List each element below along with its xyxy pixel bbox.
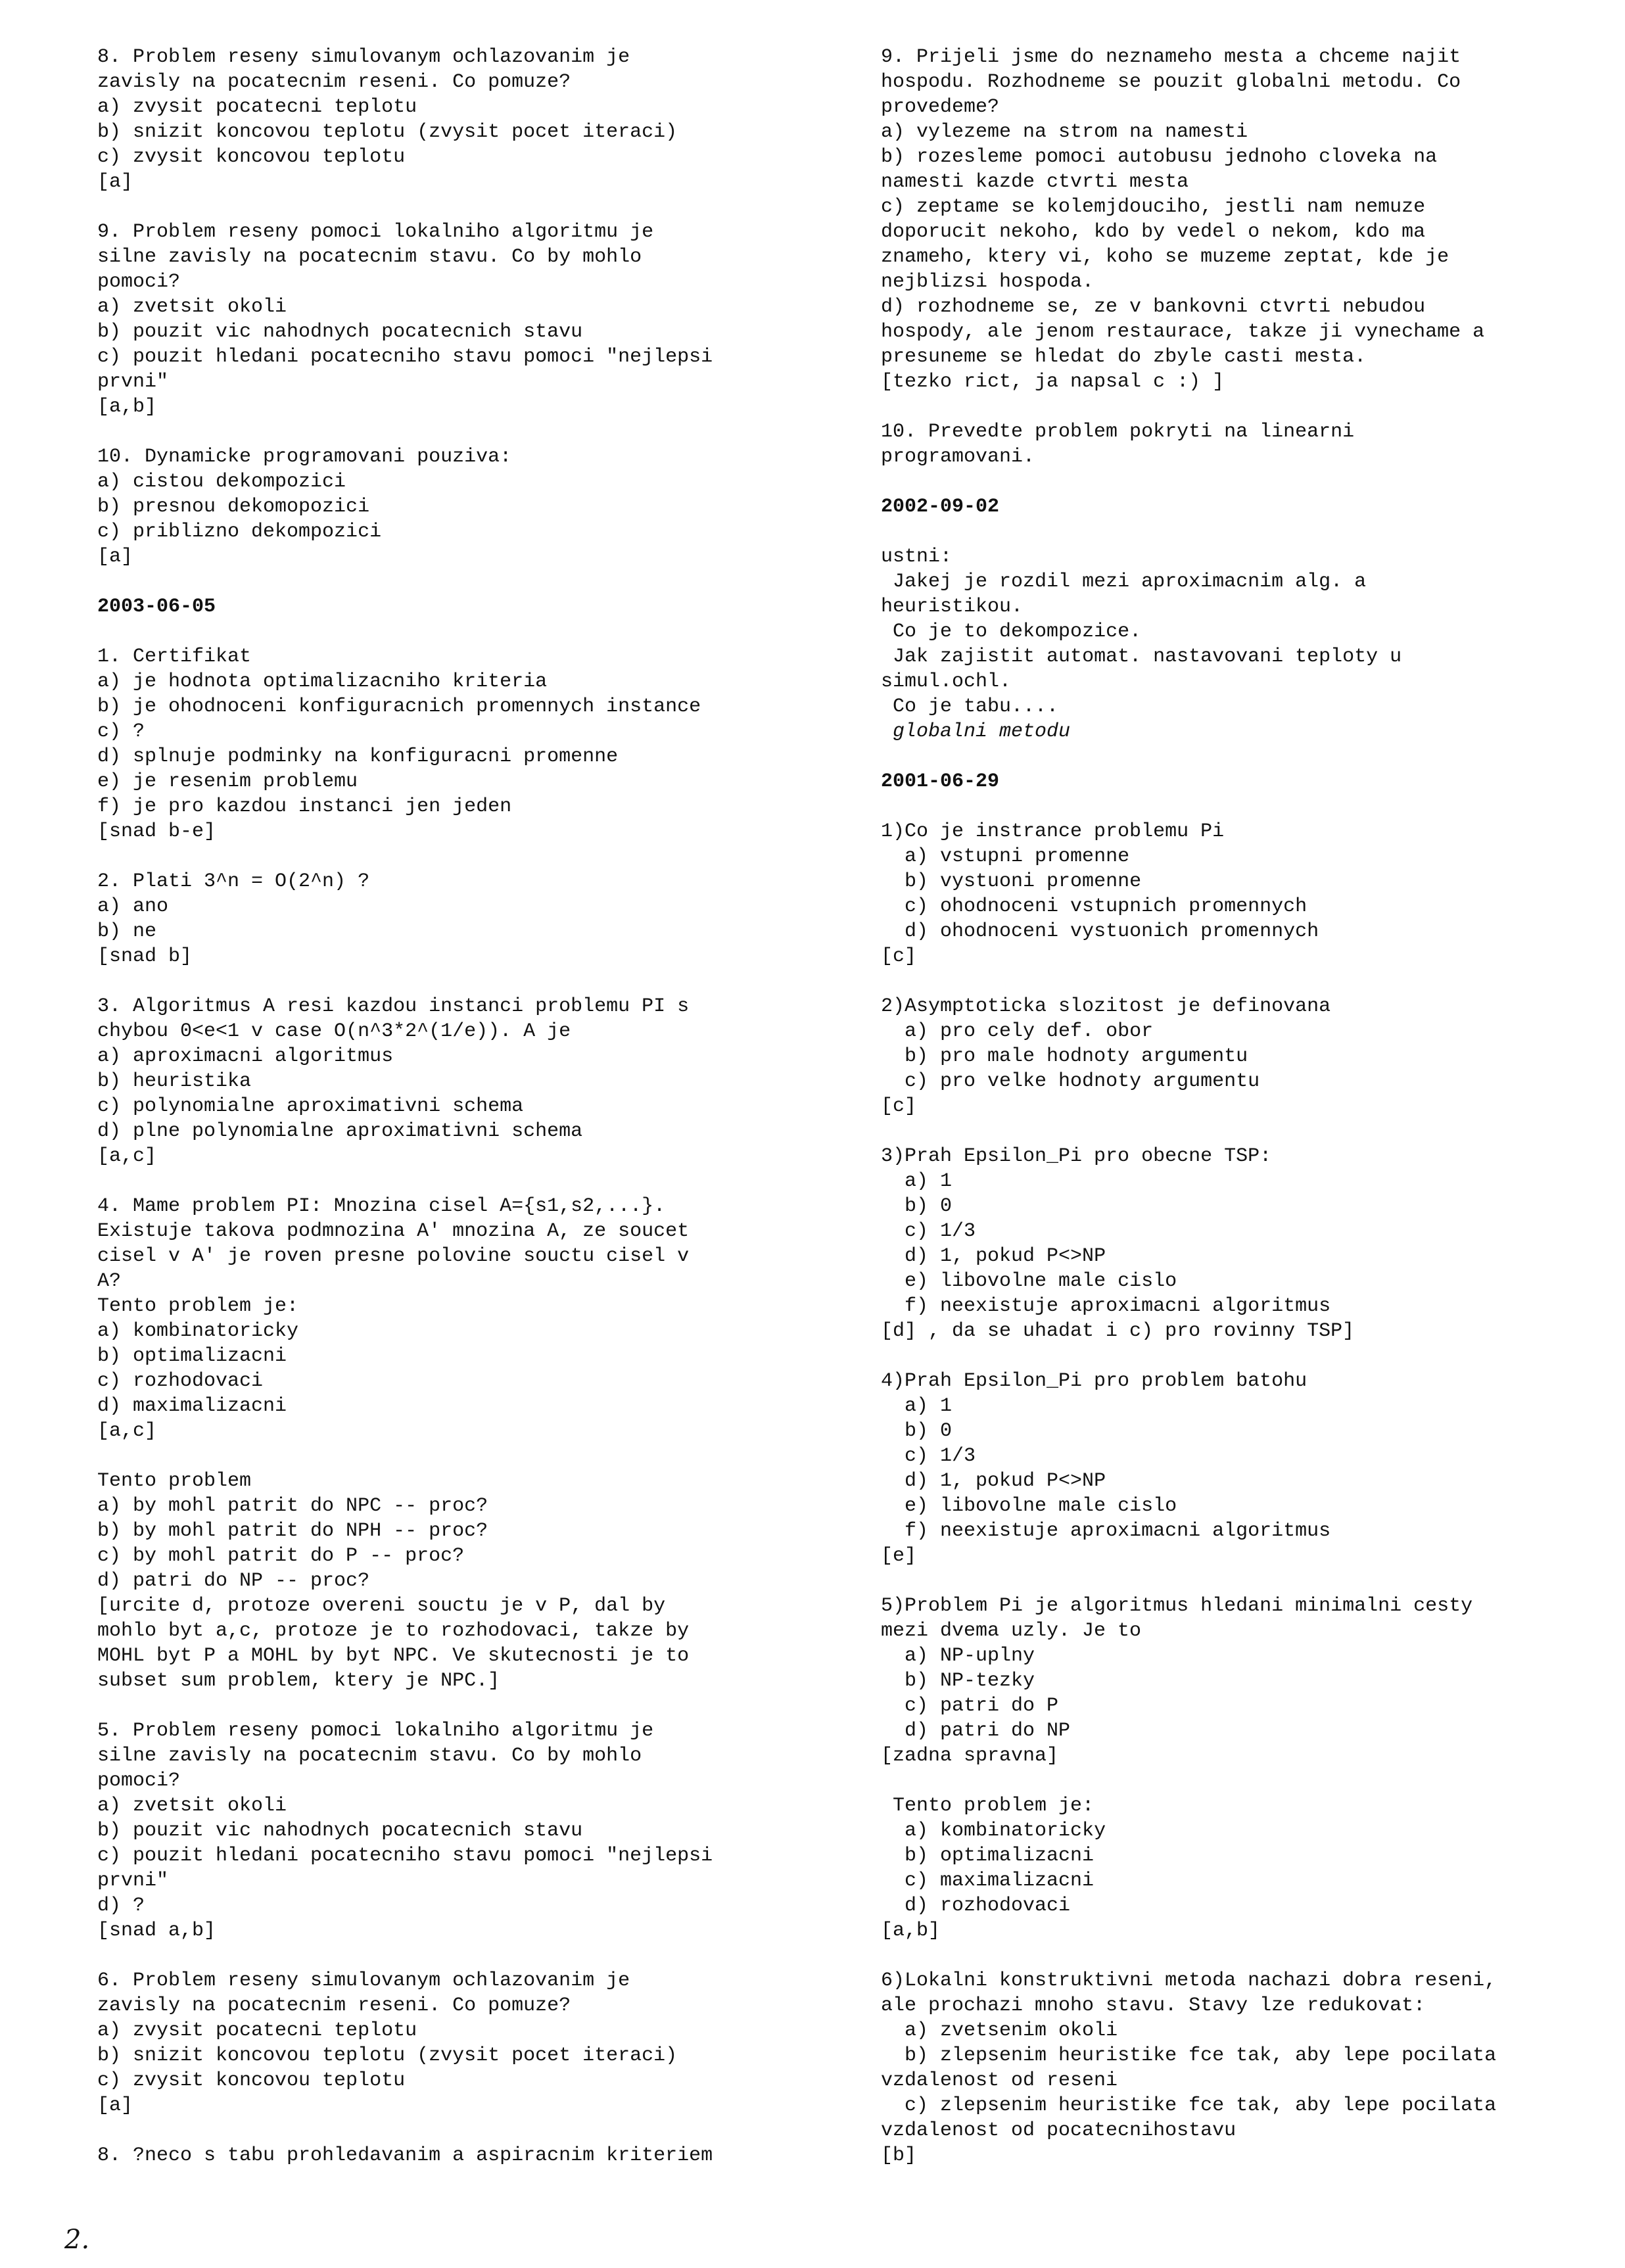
question-line: Tento problem je: [97, 1295, 299, 1317]
question-line: d) ohodnoceni vystuonich promennych [881, 920, 1319, 943]
question-line: d) ? [97, 1895, 145, 1917]
question-line: c) maximalizacni [881, 1870, 1095, 1892]
question-line: b) pro male hodnoty argumentu [881, 1045, 1248, 1068]
question-line: b) rozesleme pomoci autobusu jednoho cloveka na [881, 146, 1438, 168]
question-line: c) polynomialne aproximativni schema [97, 1095, 524, 1118]
question-line: a) 1 [881, 1170, 953, 1193]
question-line: e) je resenim problemu [97, 770, 358, 793]
question-line: 9. Problem reseny pomoci lokalniho algoritmu je [97, 221, 654, 243]
question-line: hospodu. Rozhodneme se pouzit globalni metodu. Co [881, 71, 1461, 93]
question-line: b) pouzit vic nahodnych pocatecnich stavu [97, 1820, 583, 1842]
question-line: a) zvetsit okoli [97, 1795, 287, 1817]
question-line: [a] [97, 546, 133, 568]
handwritten-note: globalni metodu [881, 721, 1071, 743]
question-line: [a,b] [881, 1920, 941, 1942]
question-line: b) vystuoni promenne [881, 870, 1142, 893]
question-line: c) pouzit hledani pocatecniho stavu pomoci "nejlepsi [97, 346, 713, 368]
question-line: a) ano [97, 895, 169, 918]
question-line: vzdalenost od reseni [881, 2069, 1118, 2092]
question-line: doporucit nekoho, kdo by vedel o nekom, kdo ma [881, 221, 1426, 243]
question-line: [snad b] [97, 945, 193, 968]
question-line: pomoci? [97, 1770, 181, 1792]
question-line: [a] [97, 2094, 133, 2117]
question-line: pomoci? [97, 271, 181, 293]
question-line: [snad a,b] [97, 1920, 216, 1942]
question-line: c) priblizno dekompozici [97, 521, 382, 543]
question-line: [snad b-e] [97, 820, 216, 843]
question-line: e) libovolne male cislo [881, 1495, 1177, 1517]
question-line: [a] [97, 171, 133, 193]
question-block [97, 644, 807, 844]
question-line: heuristikou. [881, 596, 1024, 618]
question-block [881, 994, 1571, 1119]
question-line: c) pouzit hledani pocatecniho stavu pomoci "nejlepsi [97, 1845, 713, 1867]
question-block [97, 1968, 807, 2118]
question-line: zavisly na pocatecnim reseni. Co pomuze? [97, 71, 571, 93]
question-line: simul.ochl. [881, 671, 1012, 693]
question-line: MOHL byt P a MOHL by byt NPC. Ve skutecnosti je to [97, 1645, 690, 1667]
question-line: 10. Prevedte problem pokryti na linearni [881, 421, 1355, 443]
question-line: Tento problem [97, 1470, 252, 1492]
section-date: 2001-06-29 [881, 770, 1000, 793]
question-line: [tezko rict, ja napsal c :) ] [881, 371, 1225, 393]
question-block [97, 869, 807, 969]
question-line: c) ohodnoceni vstupnich promennych [881, 895, 1307, 918]
question-line: b) heuristika [97, 1070, 252, 1093]
question-line: subset sum problem, ktery je NPC.] [97, 1670, 500, 1692]
question-block [97, 1469, 807, 1693]
question-block [97, 2143, 807, 2168]
question-line: 2)Asymptoticka slozitost je definovana [881, 995, 1331, 1018]
question-line: silne zavisly na pocatecnim stavu. Co by mohlo [97, 246, 642, 268]
question-line: [urcite d, protoze overeni souctu je v P, dal by [97, 1595, 666, 1617]
question-line: d) 1, pokud P<>NP [881, 1470, 1106, 1492]
question-block [881, 544, 1571, 744]
question-line: 3)Prah Epsilon_Pi pro obecne TSP: [881, 1145, 1272, 1168]
question-line: mezi dvema uzly. Je to [881, 1620, 1142, 1642]
question-line: 2. Plati 3^n = O(2^n) ? [97, 870, 370, 893]
question-line: b) snizit koncovou teplotu (zvysit pocet iteraci) [97, 2044, 678, 2067]
question-line: namesti kazde ctvrti mesta [881, 171, 1189, 193]
question-line: a) je hodnota optimalizacniho kriteria [97, 671, 548, 693]
question-block [97, 444, 807, 569]
question-block [97, 1718, 807, 1943]
question-line: mohlo byt a,c, protoze je to rozhodovaci, takze by [97, 1620, 690, 1642]
question-line: A? [97, 1270, 122, 1292]
question-line: 5)Problem Pi je algoritmus hledani minimalni cesty [881, 1595, 1473, 1617]
question-line: b) optimalizacni [97, 1345, 287, 1367]
question-line: hospody, ale jenom restaurace, takze ji vynechame a [881, 321, 1485, 343]
question-line: [e] [881, 1545, 917, 1567]
question-line: a) aproximacni algoritmus [97, 1045, 394, 1068]
question-line: f) je pro kazdou instanci jen jeden [97, 795, 512, 818]
question-line: a) 1 [881, 1395, 953, 1417]
question-line: [b] [881, 2144, 917, 2167]
question-line: f) neexistuje aproximacni algoritmus [881, 1295, 1331, 1317]
question-line: prvni" [97, 1870, 169, 1892]
question-line: a) NP-uplny [881, 1645, 1035, 1667]
question-line: 4. Mame problem PI: Mnozina cisel A={s1,s2,...}. [97, 1195, 666, 1217]
question-line: b) snizit koncovou teplotu (zvysit pocet iteraci) [97, 121, 678, 143]
question-line: d) 1, pokud P<>NP [881, 1245, 1106, 1267]
question-block [881, 819, 1571, 969]
question-line: Tento problem je: [881, 1795, 1095, 1817]
question-line: c) 1/3 [881, 1220, 976, 1242]
question-line: a) vstupni promenne [881, 845, 1130, 868]
question-line: Existuje takova podmnozina A' mnozina A, ze soucet [97, 1220, 690, 1242]
question-line: a) zvetsit okoli [97, 296, 287, 318]
question-line: d) rozhodneme se, ze v bankovni ctvrti nebudou [881, 296, 1426, 318]
question-line: a) kombinatoricky [97, 1320, 299, 1342]
question-block [881, 1793, 1571, 1943]
question-line: 1)Co je instrance problemu Pi [881, 820, 1225, 843]
question-line: d) plne polynomialne aproximativni schema [97, 1120, 583, 1143]
question-line: f) neexistuje aproximacni algoritmus [881, 1520, 1331, 1542]
question-line: [zadna spravna] [881, 1745, 1059, 1767]
question-line: d) maximalizacni [97, 1395, 287, 1417]
question-line: znameho, ktery vi, koho se muzeme zeptat, kde je [881, 246, 1449, 268]
question-line: a) zvysit pocatecni teplotu [97, 2020, 417, 2042]
question-line: 6)Lokalni konstruktivni metoda nachazi dobra reseni, [881, 1970, 1497, 1992]
question-block [881, 1144, 1571, 1344]
question-line: presuneme se hledat do zbyle casti mesta. [881, 346, 1367, 368]
left-column [97, 45, 807, 2193]
question-line: 5. Problem reseny pomoci lokalniho algoritmu je [97, 1720, 654, 1742]
question-block [97, 220, 807, 419]
question-line: [a,c] [97, 1145, 157, 1168]
question-line: c) by mohl patrit do P -- proc? [97, 1545, 465, 1567]
question-line: Co je tabu.... [881, 696, 1059, 718]
question-line: c) patri do P [881, 1695, 1059, 1717]
question-line: cisel v A' je roven presne polovine souctu cisel v [97, 1245, 690, 1267]
question-line: a) pro cely def. obor [881, 1020, 1154, 1043]
question-line: ustni: [881, 546, 953, 568]
question-line: provedeme? [881, 96, 1000, 118]
question-block [97, 1194, 807, 1444]
question-block [97, 994, 807, 1169]
question-line: silne zavisly na pocatecnim stavu. Co by mohlo [97, 1745, 642, 1767]
question-line: c) zeptame se kolemjdouciho, jestli nam nemuze [881, 196, 1426, 218]
question-line: c) pro velke hodnoty argumentu [881, 1070, 1260, 1093]
question-line: c) rozhodovaci [97, 1370, 264, 1392]
question-line: 6. Problem reseny simulovanym ochlazovanim je [97, 1970, 630, 1992]
question-line: a) vylezeme na strom na namesti [881, 121, 1248, 143]
question-line: e) libovolne male cislo [881, 1270, 1177, 1292]
question-line: a) by mohl patrit do NPC -- proc? [97, 1495, 488, 1517]
question-line: a) kombinatoricky [881, 1820, 1106, 1842]
question-block [881, 45, 1571, 394]
question-line: a) cistou dekompozici [97, 471, 346, 493]
question-line: Jakej je rozdil mezi aproximacnim alg. a [881, 571, 1367, 593]
question-line: prvni" [97, 371, 169, 393]
question-line: 4)Prah Epsilon_Pi pro problem batohu [881, 1370, 1307, 1392]
question-line: c) zvysit koncovou teplotu [97, 146, 406, 168]
question-line: vzdalenost od pocatecnihostavu [881, 2119, 1236, 2142]
question-block [881, 1369, 1571, 1569]
question-line: b) pouzit vic nahodnych pocatecnich stavu [97, 321, 583, 343]
question-line: c) zvysit koncovou teplotu [97, 2069, 406, 2092]
question-line: zavisly na pocatecnim reseni. Co pomuze? [97, 1995, 571, 2017]
question-line: 1. Certifikat [97, 646, 252, 668]
question-line: 3. Algoritmus A resi kazdou instanci problemu PI s [97, 995, 690, 1018]
question-line: 9. Prijeli jsme do neznameho mesta a chceme najit [881, 46, 1461, 68]
question-line: chybou 0<e<1 v case O(n^3*2^(1/e)). A je [97, 1020, 571, 1043]
question-line: b) NP-tezky [881, 1670, 1035, 1692]
question-block [881, 1594, 1571, 1768]
right-column [881, 45, 1571, 2193]
question-line: 8. ?neco s tabu prohledavanim a aspiracnim kriteriem [97, 2144, 713, 2167]
question-line: a) zvetsenim okoli [881, 2020, 1118, 2042]
question-block [881, 1968, 1571, 2168]
question-line: b) optimalizacni [881, 1845, 1095, 1867]
section-date: 2003-06-05 [97, 596, 216, 618]
question-line: c) zlepsenim heuristike fce tak, aby lepe pocilata [881, 2094, 1497, 2117]
question-line: b) je ohodnoceni konfiguracnich promennych instance [97, 696, 701, 718]
question-line: b) by mohl patrit do NPH -- proc? [97, 1520, 488, 1542]
question-line: Jak zajistit automat. nastavovani teploty u [881, 646, 1402, 668]
question-line: c) 1/3 [881, 1445, 976, 1467]
question-block [881, 419, 1571, 469]
question-line: [a,c] [97, 1420, 157, 1442]
question-line: [d] , da se uhadat i c) pro rovinny TSP] [881, 1320, 1355, 1342]
question-line: programovani. [881, 446, 1035, 468]
question-line: d) patri do NP [881, 1720, 1071, 1742]
question-line: [a,b] [97, 396, 157, 418]
question-line: b) 0 [881, 1420, 953, 1442]
question-line: d) patri do NP -- proc? [97, 1570, 370, 1592]
question-line: ale prochazi mnoho stavu. Stavy lze redukovat: [881, 1995, 1426, 2017]
question-line: c) ? [97, 721, 145, 743]
question-line: 10. Dynamicke programovani pouziva: [97, 446, 512, 468]
question-line: [c] [881, 945, 917, 968]
question-line: d) rozhodovaci [881, 1895, 1071, 1917]
question-line: b) 0 [881, 1195, 953, 1217]
question-line: 8. Problem reseny simulovanym ochlazovanim je [97, 46, 630, 68]
question-line: a) zvysit pocatecni teplotu [97, 96, 417, 118]
question-line: b) zlepsenim heuristike fce tak, aby lepe pocilata [881, 2044, 1497, 2067]
question-block [97, 45, 807, 195]
page-number: 2. [64, 2225, 90, 2255]
question-line: Co je to dekompozice. [881, 621, 1142, 643]
question-line: [c] [881, 1095, 917, 1118]
section-date: 2002-09-02 [881, 496, 1000, 518]
question-line: d) splnuje podminky na konfiguracni promenne [97, 745, 619, 768]
question-line: nejblizsi hospoda. [881, 271, 1095, 293]
question-line: b) ne [97, 920, 157, 943]
question-line: b) presnou dekomopozici [97, 496, 370, 518]
